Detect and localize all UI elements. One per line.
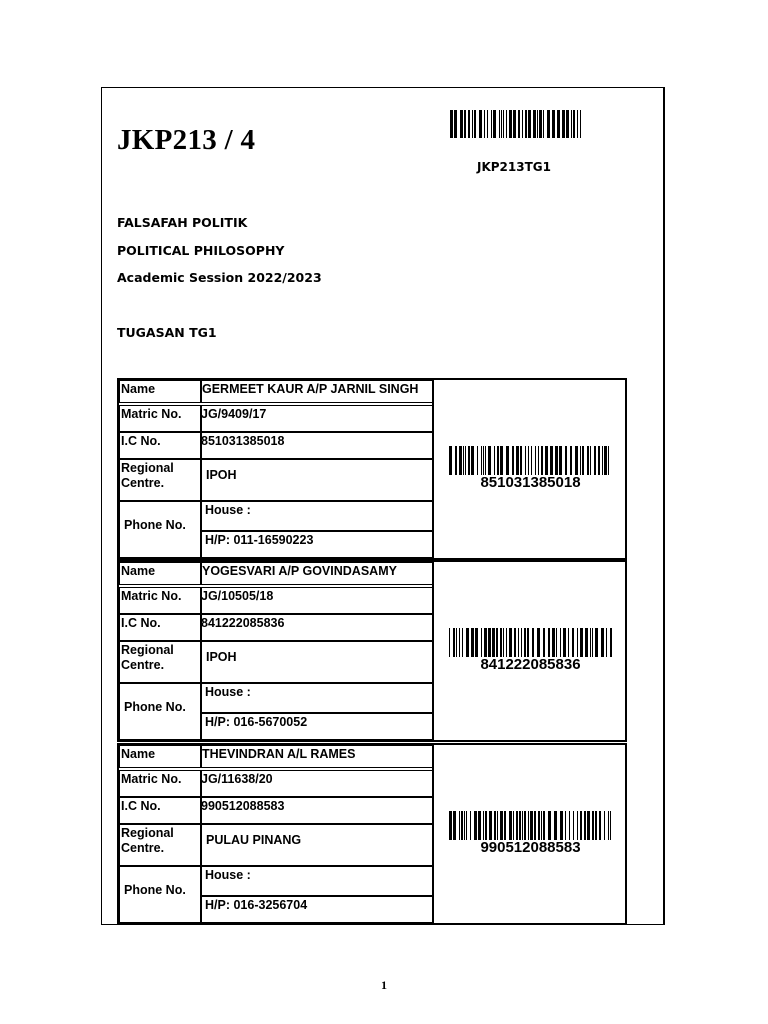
barcode-bar — [547, 110, 550, 138]
barcode-bar — [608, 446, 609, 475]
barcode-bar — [516, 446, 519, 475]
barcode-bar — [541, 446, 543, 475]
ic-label: I.C No. — [121, 434, 161, 448]
barcode-bar — [587, 446, 589, 475]
barcode-bar — [461, 811, 463, 840]
name-label-cell — [119, 745, 202, 768]
barcode-bar — [500, 446, 503, 475]
phone-label: Phone No. — [124, 518, 186, 532]
barcode-bar — [592, 811, 594, 840]
barcode-bar — [477, 446, 478, 475]
ic-value-cell — [200, 797, 434, 824]
barcode-bars — [449, 811, 612, 840]
student-name: YOGESVARI A/P GOVINDASAMY — [202, 564, 397, 578]
barcode-bar — [560, 811, 563, 840]
barcode-bar — [518, 110, 520, 138]
barcode-bar — [483, 811, 484, 840]
matric-number: JG/10505/18 — [201, 589, 274, 603]
barcode-bar — [485, 446, 486, 475]
ic-number: 851031385018 — [201, 434, 285, 448]
barcode-bar — [481, 446, 482, 475]
barcode-bar — [543, 811, 545, 840]
regional-value-cell — [200, 459, 434, 501]
ic-number: 841222085836 — [201, 616, 285, 630]
barcode-bar — [594, 446, 596, 475]
house-phone-label: House : — [205, 868, 251, 882]
barcode-bar — [570, 446, 572, 475]
barcode-bar — [559, 446, 562, 475]
student-barcode — [449, 628, 612, 673]
barcode-bar — [552, 110, 555, 138]
phone-label-cell — [119, 501, 202, 558]
regional-label-cell — [119, 459, 202, 501]
barcode-bar — [584, 811, 586, 840]
barcode-bar — [459, 446, 462, 475]
barcode-bar — [538, 811, 540, 840]
barcode-bar — [577, 811, 578, 840]
student-card — [117, 560, 627, 742]
barcode-bar — [493, 110, 496, 138]
barcode-bar — [587, 811, 590, 840]
barcode-bar — [459, 628, 460, 657]
barcode-bar — [524, 811, 526, 840]
barcode-bar — [610, 628, 612, 657]
barcode-bar — [450, 110, 453, 138]
ic-number: 990512088583 — [201, 799, 285, 813]
barcode-bar — [548, 811, 551, 840]
barcode-bar — [522, 811, 523, 840]
barcode-bar — [577, 110, 578, 138]
name-value-cell — [200, 745, 434, 768]
barcode-bar — [489, 811, 492, 840]
barcode-bar — [606, 628, 607, 657]
barcode-bar — [470, 811, 471, 840]
matric-value-cell — [200, 405, 434, 432]
barcode-bar — [601, 628, 604, 657]
barcode-bar — [466, 811, 467, 840]
barcode-bar — [573, 110, 575, 138]
hp-cell — [200, 531, 434, 558]
name-value-cell — [200, 380, 434, 403]
barcode-bar — [474, 110, 476, 138]
barcode-bar — [503, 110, 504, 138]
barcode-bar — [463, 446, 464, 475]
course-code-title: JKP213 / 4 — [117, 124, 256, 156]
hp-cell — [200, 896, 434, 923]
barcode-bar — [537, 110, 538, 138]
barcode-bar — [522, 110, 523, 138]
barcode-bar — [555, 446, 558, 475]
barcode-bar — [563, 628, 566, 657]
barcode-bar — [531, 446, 532, 475]
assignment-title: TUGASAN TG1 — [117, 325, 217, 340]
barcode-bar — [516, 811, 518, 840]
regional-label-line1: Regional — [121, 826, 174, 840]
phone-label-cell — [119, 866, 202, 923]
house-cell — [200, 866, 434, 896]
barcode-bar — [514, 628, 516, 657]
barcode-bar — [474, 811, 477, 840]
barcode-bar — [582, 446, 584, 475]
barcode-bar — [449, 811, 452, 840]
barcode-bar — [565, 811, 566, 840]
barcode-bar — [518, 628, 519, 657]
barcode-bar — [580, 110, 581, 138]
matric-value-cell — [200, 770, 434, 797]
barcode-bar — [513, 110, 516, 138]
matric-label-cell — [119, 405, 202, 432]
barcode-bar — [566, 110, 569, 138]
barcode-bar — [598, 446, 600, 475]
barcode-bar — [545, 446, 548, 475]
barcode-bar — [528, 811, 529, 840]
ic-label-cell — [119, 614, 202, 641]
name-value-cell — [200, 562, 434, 585]
regional-value-cell — [200, 641, 434, 683]
student-barcode — [449, 811, 612, 856]
barcode-bar — [484, 110, 485, 138]
barcode-bar — [580, 446, 581, 475]
regional-label-line1: Regional — [121, 643, 174, 657]
barcode-bar — [599, 811, 601, 840]
name-label-cell — [119, 562, 202, 585]
barcode-bar — [478, 811, 481, 840]
barcode-bar — [530, 811, 533, 840]
barcode-bar — [595, 628, 598, 657]
barcode-bar — [506, 628, 507, 657]
barcode-bar — [497, 446, 499, 475]
academic-session: Academic Session 2022/2023 — [117, 270, 322, 285]
barcode-bar — [462, 628, 463, 657]
barcode-bar — [538, 446, 539, 475]
name-label: Name — [121, 747, 156, 761]
barcode-bar — [485, 811, 487, 840]
barcode-bar — [572, 628, 574, 657]
barcode-bar — [460, 110, 463, 138]
course-barcode — [450, 110, 583, 138]
barcode-bar — [592, 628, 593, 657]
barcode-bar — [500, 811, 503, 840]
matric-label-cell — [119, 587, 202, 614]
barcode-bar — [595, 811, 597, 840]
barcode-bar — [471, 446, 474, 475]
english-course-title: POLITICAL PHILOSOPHY — [117, 243, 285, 258]
barcode-bar — [565, 446, 567, 475]
barcode-bar — [568, 628, 569, 657]
house-phone-label: House : — [205, 685, 251, 699]
barcode-bar — [541, 811, 542, 840]
house-cell — [200, 501, 434, 531]
barcode-bar — [532, 628, 534, 657]
barcode-bar — [520, 446, 522, 475]
regional-label-line1: Regional — [121, 461, 174, 475]
student-name: THEVINDRAN A/L RAMES — [202, 747, 356, 761]
handphone-number: H/P: 016-5670052 — [205, 715, 308, 729]
barcode-bar — [454, 110, 457, 138]
phone-label-cell — [119, 683, 202, 740]
barcode-bar — [481, 628, 482, 657]
barcode-bar — [571, 110, 572, 138]
student-name: GERMEET KAUR A/P JARNIL SINGH — [202, 382, 419, 396]
barcode-bar — [479, 110, 482, 138]
barcode-bar — [499, 110, 500, 138]
barcode-cell — [432, 743, 627, 925]
house-phone-label: House : — [205, 503, 251, 517]
house-cell — [200, 683, 434, 713]
barcode-bar — [509, 811, 512, 840]
name-label: Name — [121, 382, 156, 396]
ic-label: I.C No. — [121, 799, 161, 813]
barcode-bar — [456, 628, 457, 657]
matric-label: Matric No. — [121, 407, 182, 421]
barcode-bar — [468, 110, 470, 138]
barcode-bar — [496, 628, 498, 657]
barcode-bar — [488, 628, 491, 657]
barcode-bar — [543, 628, 545, 657]
regional-centre: IPOH — [206, 468, 237, 482]
regional-centre: IPOH — [206, 650, 237, 664]
barcode-bar — [525, 446, 526, 475]
barcode-bar — [491, 110, 492, 138]
barcode-bar — [512, 446, 514, 475]
barcode-bar — [560, 628, 561, 657]
barcode-bar — [524, 628, 526, 657]
ic-label: I.C No. — [121, 616, 161, 630]
name-label-cell — [119, 380, 202, 403]
barcode-bar — [475, 628, 478, 657]
regional-centre: PULAU PINANG — [206, 833, 302, 847]
barcode-bar — [453, 811, 456, 840]
hp-cell — [200, 713, 434, 740]
matric-value-cell — [200, 587, 434, 614]
barcode-bar — [590, 446, 591, 475]
barcode-bar — [509, 628, 512, 657]
barcode-bar — [500, 628, 502, 657]
barcode-cell — [432, 560, 627, 742]
ic-label-cell — [119, 797, 202, 824]
barcode-bar — [604, 446, 607, 475]
barcode-bar — [464, 110, 466, 138]
barcode-bars — [449, 446, 612, 475]
matric-label-cell — [119, 770, 202, 797]
barcode-bar — [557, 110, 560, 138]
barcode-bar — [562, 110, 565, 138]
barcode-bar — [513, 811, 514, 840]
barcode-bar — [535, 446, 536, 475]
barcode-bar — [608, 811, 609, 840]
barcode-bar — [465, 446, 466, 475]
barcode-bar — [468, 446, 470, 475]
phone-label: Phone No. — [124, 883, 186, 897]
barcode-bar — [539, 110, 542, 138]
barcode-bar — [503, 628, 504, 657]
barcode-bar — [577, 628, 578, 657]
barcode-bar — [550, 446, 553, 475]
barcode-bar — [590, 628, 591, 657]
regional-label-cell — [119, 824, 202, 866]
matric-label: Matric No. — [121, 589, 182, 603]
barcode-bar — [533, 110, 536, 138]
barcode-bar — [494, 446, 495, 475]
barcode-bar — [580, 811, 582, 840]
student-card — [117, 743, 627, 925]
barcode-bar — [585, 628, 588, 657]
barcode-bar — [573, 811, 574, 840]
barcode-bar — [506, 446, 509, 475]
handphone-number: H/P: 016-3256704 — [205, 898, 308, 912]
barcode-bar — [484, 628, 487, 657]
barcode-bar — [501, 110, 502, 138]
barcode-bar — [548, 628, 550, 657]
barcode-bar — [487, 110, 488, 138]
barcode-bar — [466, 628, 469, 657]
barcode-bar — [528, 110, 531, 138]
barcode-number: 990512088583 — [480, 839, 581, 856]
regional-label-line2: Centre. — [121, 658, 165, 672]
matric-number: JG/11638/20 — [201, 772, 273, 786]
barcode-number: 841222085836 — [480, 656, 581, 673]
barcode-bar — [506, 110, 507, 138]
malay-course-title: FALSAFAH POLITIK — [117, 215, 248, 230]
barcode-bar — [497, 811, 498, 840]
barcode-bar — [459, 811, 460, 840]
matric-number: JG/9409/17 — [201, 407, 267, 421]
barcode-bar — [488, 446, 491, 475]
course-barcode-label: JKP213TG1 — [477, 160, 551, 174]
barcode-bar — [509, 110, 512, 138]
student-card — [117, 378, 627, 560]
barcode-bar — [525, 110, 527, 138]
barcode-bars — [449, 628, 612, 657]
barcode-bar — [483, 446, 484, 475]
barcode-bar — [521, 628, 522, 657]
regional-label-line2: Centre. — [121, 476, 165, 490]
barcode-bar — [569, 811, 570, 840]
barcode-bar — [575, 446, 578, 475]
barcode-bar — [472, 110, 473, 138]
barcode-cell — [432, 378, 627, 560]
barcode-bar — [519, 811, 521, 840]
barcode-bar — [554, 811, 557, 840]
barcode-bar — [602, 446, 603, 475]
barcode-bar — [464, 811, 465, 840]
ic-label-cell — [119, 432, 202, 459]
barcode-bar — [449, 628, 450, 657]
barcode-bar — [455, 446, 457, 475]
ic-value-cell — [200, 614, 434, 641]
barcode-bar — [494, 811, 496, 840]
barcode-bar — [552, 628, 555, 657]
barcode-bar — [528, 446, 529, 475]
regional-value-cell — [200, 824, 434, 866]
barcode-bar — [534, 811, 536, 840]
barcode-bar — [504, 811, 506, 840]
page-number: 1 — [381, 978, 387, 992]
barcode-bar — [580, 628, 583, 657]
regional-label-line2: Centre. — [121, 841, 165, 855]
matric-label: Matric No. — [121, 772, 182, 786]
student-barcode — [449, 446, 612, 491]
barcode-bar — [556, 628, 557, 657]
name-label: Name — [121, 564, 156, 578]
handphone-number: H/P: 011-16590223 — [205, 533, 314, 547]
ic-value-cell — [200, 432, 434, 459]
barcode-number: 851031385018 — [480, 474, 581, 491]
barcode-bar — [471, 628, 474, 657]
barcode-bar — [537, 628, 540, 657]
regional-label-cell — [119, 641, 202, 683]
barcode-bar — [604, 811, 605, 840]
phone-label: Phone No. — [124, 700, 186, 714]
barcode-bar — [449, 446, 452, 475]
barcode-bar — [453, 628, 455, 657]
barcode-bar — [610, 811, 611, 840]
barcode-bar — [543, 110, 544, 138]
barcode-bar — [527, 628, 529, 657]
barcode-bar — [492, 628, 495, 657]
